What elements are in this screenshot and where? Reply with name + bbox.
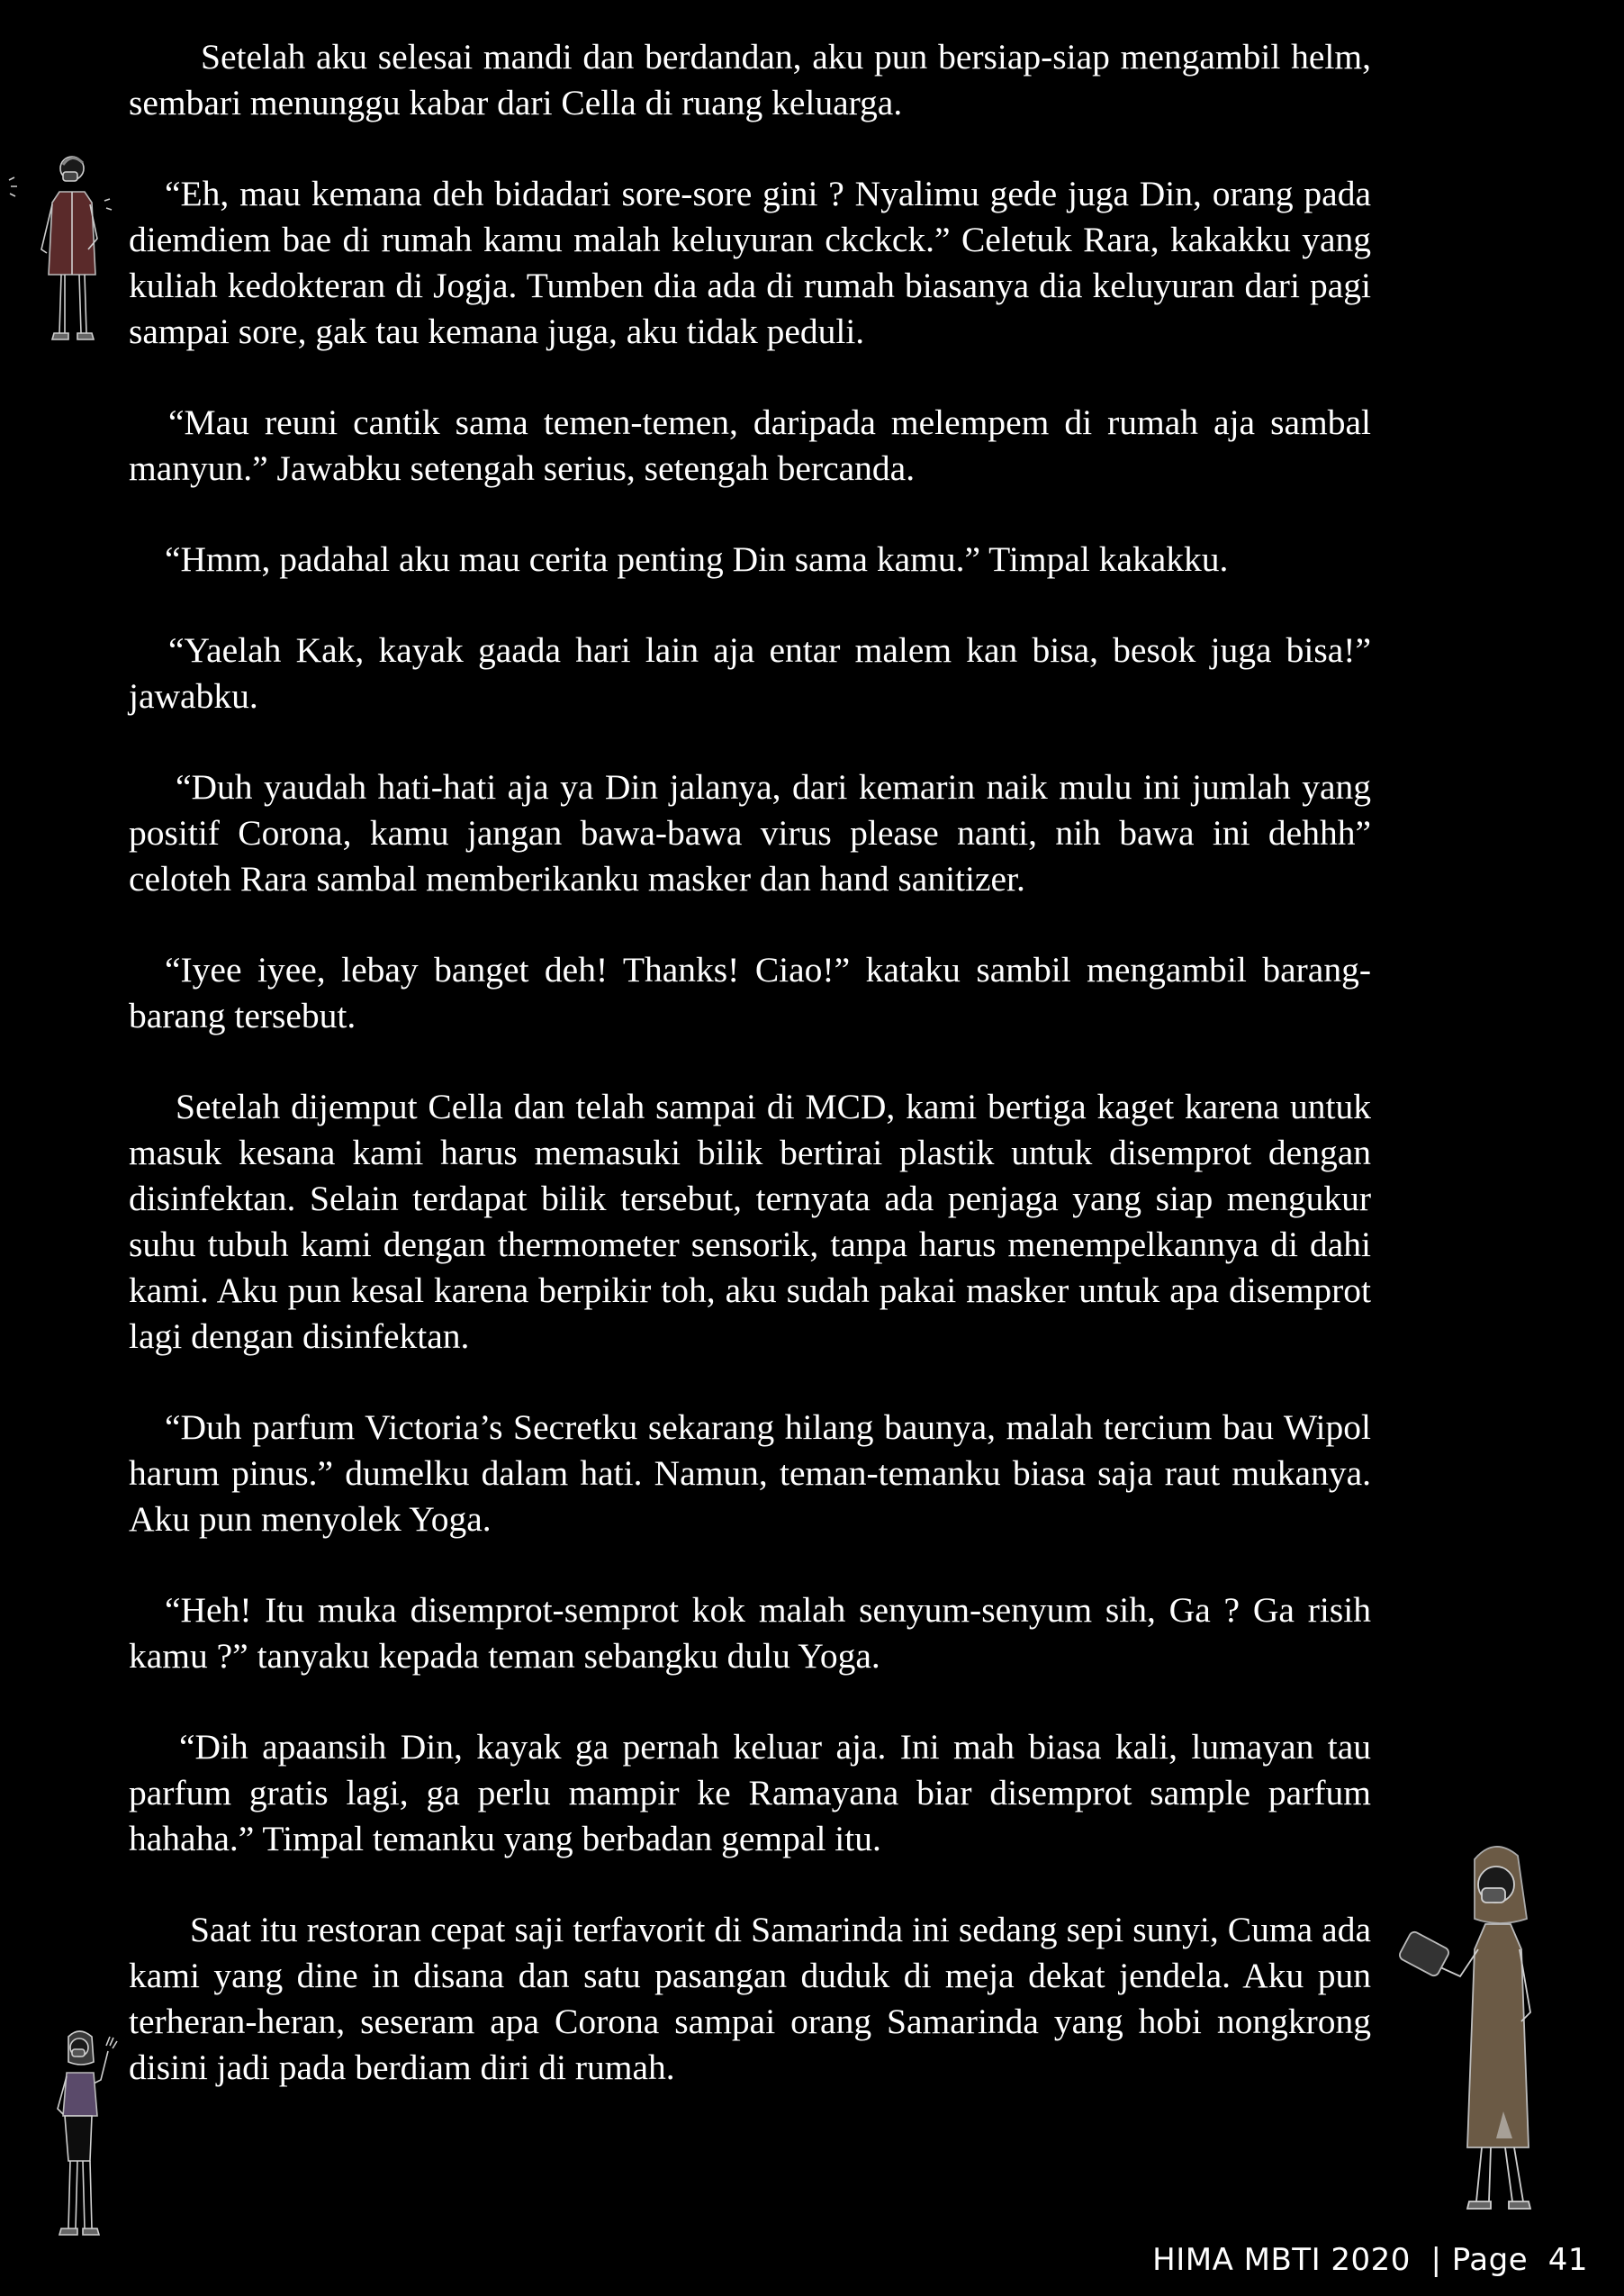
sneeze-lines — [9, 177, 17, 196]
paragraph: “Heh! Itu muka disemprot-semprot kok malah senyum-senyum sih, Ga ? Ga risih kamu ?” tanyaku kepada teman sebangku dulu Yoga. — [129, 1590, 1371, 1676]
paragraph: Saat itu restoran cepat saji terfavorit di Samarinda ini sedang sepi sunyi, Cuma ada kami yang dine in disana dan satu pasangan duduk di meja dekat jendela. Aku pun terheran-heran, seseram apa Corona sampai orang Samarinda yang hobi nongkrong disini jadi pada berdiam diri di rumah. — [129, 1910, 1371, 2087]
story-text — [129, 34, 1371, 2091]
paragraph: “Eh, mau kemana deh bidadari sore-sore gini ? Nyalimu gede juga Din, orang pada diemdiem bae di rumah kamu malah keluyuran ckckck.” Celetuk Rara, kakakku yang kuliah kedokteran di Jogja. Tumben dia ada di rumah biasanya dia keluyuran dari pagi sampai sore, gak tau kemana juga, aku tidak peduli. — [129, 174, 1371, 351]
paragraph: “Duh parfum Victoria’s Secretku sekarang hilang baunya, malah tercium bau Wipol harum pinus.” dumelku dalam hati. Namun, teman-temanku biasa saja raut mukanya. Aku pun menyolek Yoga. — [129, 1407, 1371, 1539]
waving-woman-illustration — [43, 2026, 122, 2251]
masked-man-illustration — [7, 149, 115, 356]
paragraph: “Duh yaudah hati-hati aja ya Din jalanya, dari kemarin naik mulu ini jumlah yang positif Corona, kamu jangan bawa-bawa virus please nanti, nih bawa ini dehhh” celoteh Rara sambal memberikanku masker dan hand sanitizer. — [129, 767, 1371, 899]
paragraph: “Iyee iyee, lebay banget deh! Thanks! Ciao!” kataku sambil mengambil barang-barang tersebut. — [129, 950, 1371, 1035]
paragraph: Setelah aku selesai mandi dan berdandan, aku pun bersiap-siap mengambil helm, sembari menunggu kabar dari Cella di ruang keluarga. — [129, 37, 1371, 122]
page-footer: HIMA MBTI 2020 | Page 41 — [1152, 2242, 1588, 2278]
phone-icon — [1398, 1930, 1450, 1978]
woman-with-phone-illustration — [1377, 1841, 1602, 2219]
paragraph: “Mau reuni cantik sama temen-temen, daripada melempem di rumah aja sambal manyun.” Jawabku setengah serius, setengah bercanda. — [129, 402, 1371, 488]
paragraph: “Hmm, padahal aku mau cerita penting Din sama kamu.” Timpal kakakku. — [165, 539, 1229, 579]
paragraph: Setelah dijemput Cella dan telah sampai di MCD, kami bertiga kaget karena untuk masuk kesana kami harus memasuki bilik bertirai plastik untuk disemprot dengan disinfektan. Selain terdapat bilik tersebut, ternyata ada penjaga yang siap mengukur suhu tubuh kami dengan thermometer sensorik, tanpa harus menempelkannya di dahi kami. Aku pun kesal karena berpikir toh, aku sudah pakai masker untuk apa disemprot lagi dengan disinfektan. — [129, 1087, 1371, 1356]
paragraph: “Yaelah Kak, kayak gaada hari lain aja entar malem kan bisa, besok juga bisa!” jawabku. — [129, 630, 1371, 716]
paragraph: “Dih apaansih Din, kayak ga pernah keluar aja. Ini mah biasa kali, lumayan tau parfum gratis lagi, ga perlu mampir ke Ramayana biar disemprot sample parfum hahaha.” Timpal temanku yang berbadan gempal itu. — [129, 1727, 1371, 1858]
